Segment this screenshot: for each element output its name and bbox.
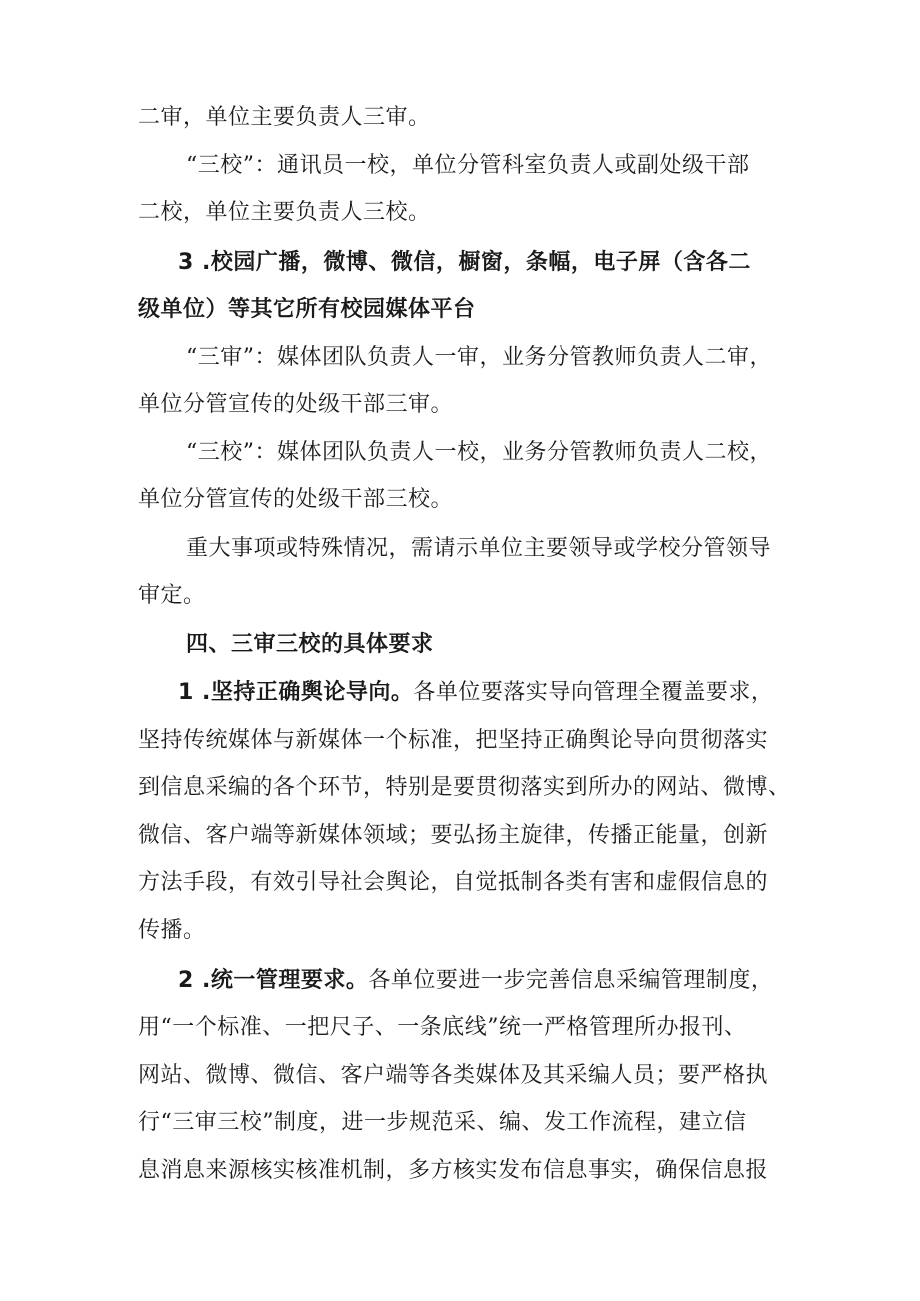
section-heading: 四、三审三校的具体要求 [186,632,434,657]
text-line: 二审，单位主要负责人三审。 [138,105,431,130]
text-line: 微信、客户端等新媒体领域；要弘扬主旋律，传播正能量，创新 [138,823,769,848]
text-line: 息消息来源核实核准机制，多方核实发布信息事实，确保信息报 [138,1158,769,1183]
text-line: 行“三审三校”制度，进一步规范采、编、发工作流程，建立信 [138,1110,747,1135]
section-heading: 3 .校园广播，微博、微信，橱窗，条幅，电子屏（含各二 [178,250,751,275]
paragraph-lead: 2 .统一管理要求。 [178,968,369,993]
text-line: 用“一个标准、一把尺子、一条底线”统一严格管理所办报刊、 [138,1015,747,1040]
text-line: 二校，单位主要负责人三校。 [138,200,431,225]
text-line: 方法手段，有效引导社会舆论，自觉抵制各类有害和虚假信息的 [138,870,769,895]
paragraph-text: 各单位要进一步完善信息采编管理制度， [368,968,774,993]
text-line: 单位分管宣传的处级干部三校。 [138,487,454,512]
text-line: 重大事项或特殊情况，需请示单位主要领导或学校分管领导 [186,536,772,561]
paragraph-text: 各单位要落实导向管理全覆盖要求， [413,680,774,705]
paragraph-first-line [178,965,798,997]
text-line: 传播。 [138,918,206,943]
text-line: 到信息采编的各个环节，特别是要贯彻落实到所办的网站、微博、 [138,775,791,800]
section-heading: 级单位）等其它所有校园媒体平台 [138,297,476,322]
text-line: 单位分管宣传的处级干部三审。 [138,392,454,417]
paragraph-first-line [178,677,798,709]
text-line: 坚持传统媒体与新媒体一个标准，把坚持正确舆论导向贯彻落实 [138,728,769,753]
text-line: 网站、微博、微信、客户端等各类媒体及其采编人员；要严格执 [138,1063,769,1088]
text-line: “三审”：媒体团队负责人一审，业务分管教师负责人二审， [186,345,772,370]
paragraph-lead: 1 .坚持正确舆论导向。 [178,680,414,705]
text-line: “三校”：媒体团队负责人一校，业务分管教师负责人二校， [186,440,772,465]
text-line: “三校”：通讯员一校，单位分管科室负责人或副处级干部 [186,153,750,178]
text-line: 审定。 [138,583,206,608]
